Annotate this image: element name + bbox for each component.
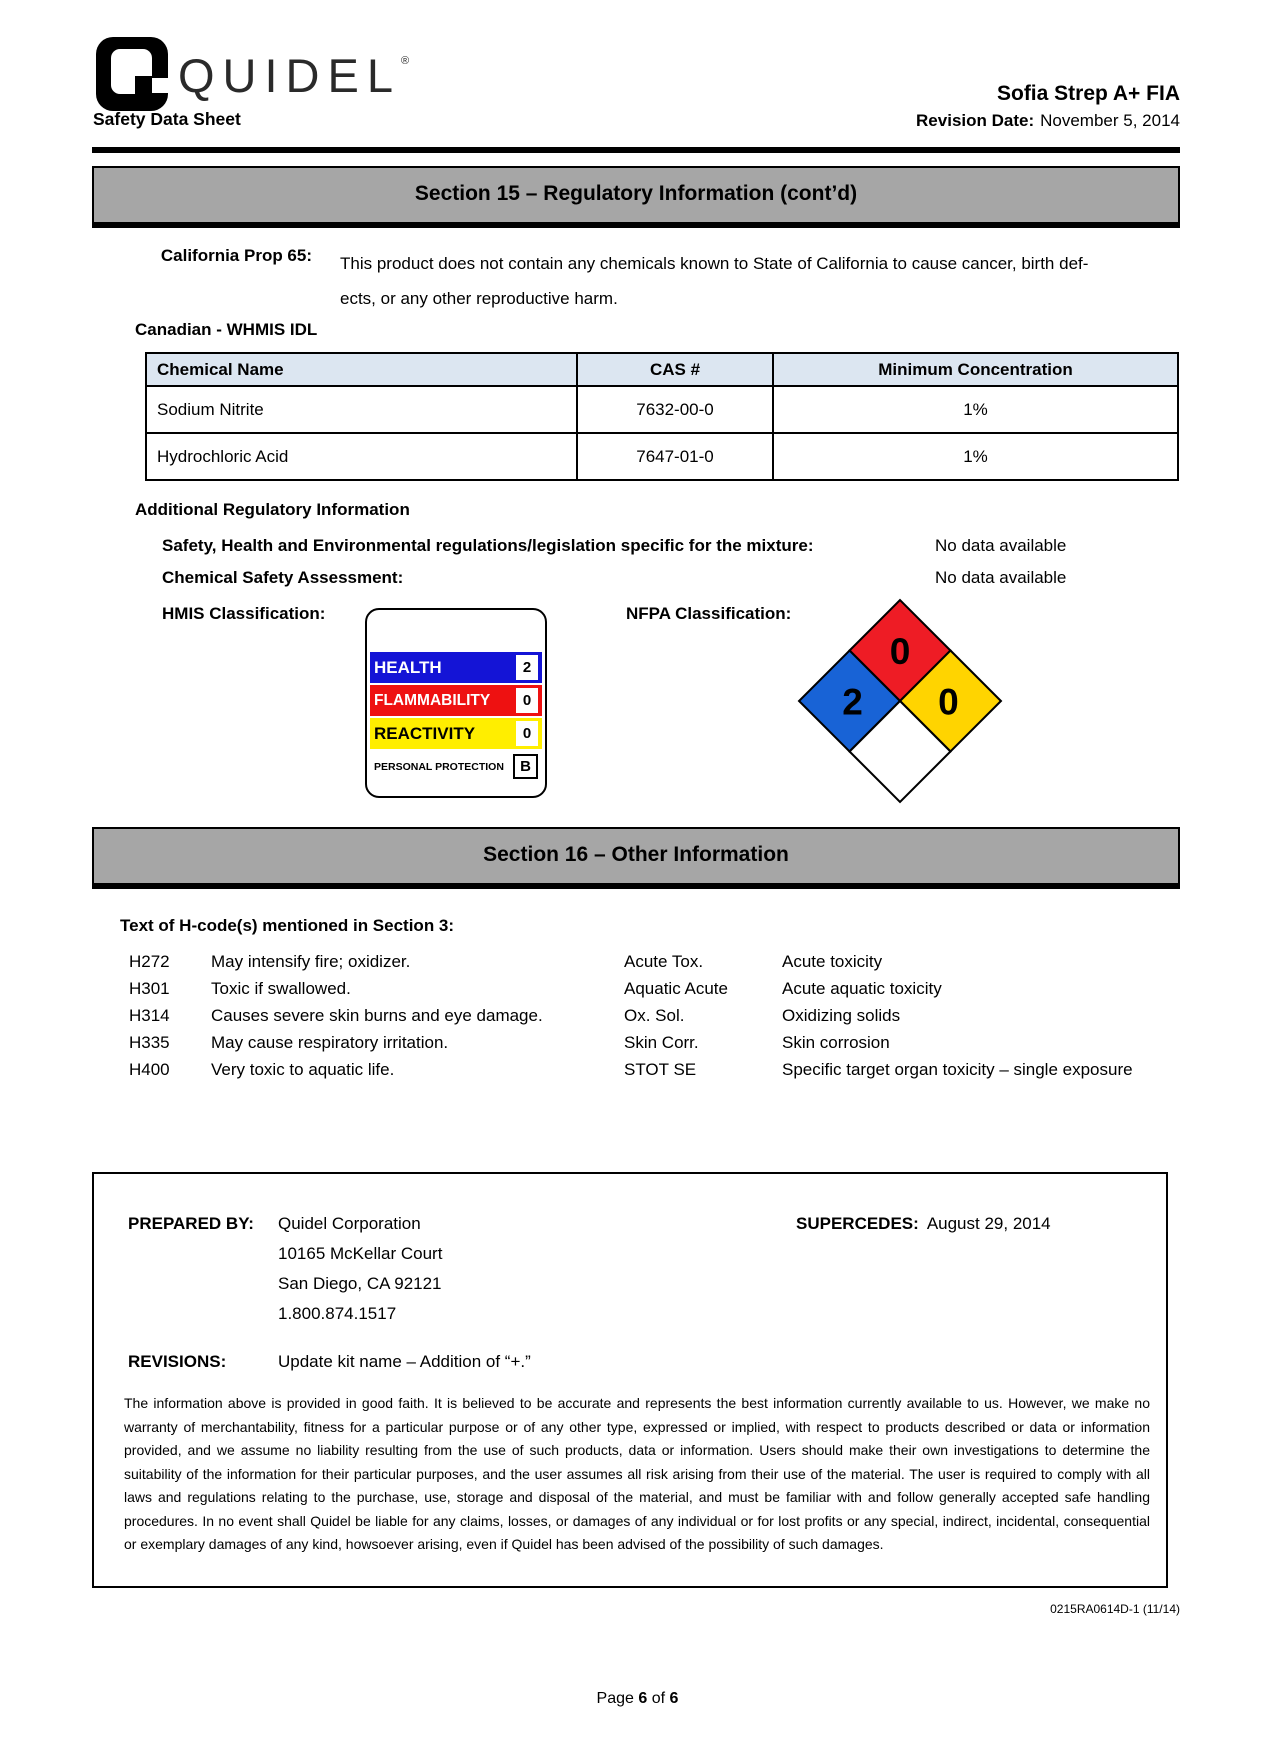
- hcode-text: Very toxic to aquatic life.: [211, 1060, 395, 1079]
- hcode-abbr: Acute Tox.: [624, 952, 704, 971]
- hcode-meaning: Acute toxicity: [782, 952, 883, 971]
- nfpa-diamond: [797, 596, 1003, 806]
- table-row: [146, 433, 1178, 480]
- hmis-reactivity-value: 0: [516, 721, 538, 746]
- brand-text: QUIDEL: [178, 49, 401, 102]
- nfpa-label: NFPA Classification:: [626, 604, 792, 623]
- page-number: 6: [638, 1690, 648, 1707]
- product-title: Sofia Strep A+ FIA: [996, 82, 1180, 105]
- assessment-label: Chemical Safety Assessment:: [162, 568, 404, 587]
- hcodes-list: [129, 952, 1189, 1092]
- hcode-abbr: Aquatic Acute: [624, 979, 728, 998]
- hmis-row-reactivity: [370, 718, 542, 749]
- prop65-text: This product does not contain any chemicals known to State of California to cause cancer, birth def-ects, or any other reproductive harm.: [340, 254, 1089, 308]
- assessment-value: No data available: [935, 568, 1067, 587]
- hcode-meaning: Oxidizing solids: [782, 1006, 901, 1025]
- hcode-text: Causes severe skin burns and eye damage.: [211, 1006, 543, 1025]
- revisions-label: REVISIONS:: [128, 1352, 227, 1371]
- page-label: Page: [596, 1690, 634, 1707]
- phone-number: 1.800.874.1517: [278, 1304, 397, 1323]
- hcode-code: H400: [129, 1060, 170, 1079]
- hmis-panel: [365, 608, 547, 798]
- hcode-meaning: Acute aquatic toxicity: [782, 979, 942, 998]
- hmis-health-label: HEALTH: [374, 657, 442, 677]
- hmis-flammability-value: 0: [516, 688, 538, 713]
- brand-wordmark: [178, 48, 409, 103]
- page-total: 6: [669, 1690, 679, 1707]
- registered-mark: ®: [401, 55, 410, 67]
- revision-line: [916, 111, 1180, 131]
- hcode-code: H335: [129, 1033, 170, 1052]
- cell-conc: 1%: [773, 433, 1178, 480]
- regs-value: No data available: [935, 536, 1067, 555]
- hcode-text: May intensify fire; oxidizer.: [211, 952, 411, 971]
- hcode-meaning: Skin corrosion: [782, 1033, 890, 1052]
- prop65-label: California Prop 65:: [160, 246, 312, 265]
- hcodes-heading: Text of H-code(s) mentioned in Section 3:: [120, 916, 455, 935]
- cell-chemical-name: Sodium Nitrite: [146, 386, 577, 433]
- col-header-chemical-name: Chemical Name: [146, 353, 577, 386]
- revision-date: November 5, 2014: [1040, 111, 1180, 130]
- whmis-header-row: [146, 353, 1178, 386]
- whmis-heading: Canadian - WHMIS IDL: [135, 320, 318, 339]
- prepared-label: PREPARED BY:: [128, 1214, 254, 1233]
- nfpa-flammability-value: 0: [889, 629, 911, 672]
- hmis-label: HMIS Classification:: [162, 604, 326, 623]
- page-footer: [0, 1690, 1275, 1708]
- hcode-abbr: Ox. Sol.: [624, 1006, 685, 1025]
- address-line: 10165 McKellar Court: [278, 1244, 443, 1263]
- regs-label: Safety, Health and Environmental regulations/legislation specific for the mixture:: [162, 536, 814, 555]
- hcode-code: H272: [129, 952, 170, 971]
- hmis-flammability-label: FLAMMABILITY: [374, 691, 491, 709]
- hcode-text: May cause respiratory irritation.: [211, 1033, 449, 1052]
- hmis-pp-label: PERSONAL PROTECTION: [374, 760, 504, 773]
- hcode-abbr: Skin Corr.: [624, 1033, 699, 1052]
- quidel-logo-icon: [95, 36, 169, 112]
- hcode-meaning: Specific target organ toxicity – single exposure: [782, 1060, 1133, 1079]
- header-rule: [92, 147, 1180, 153]
- supercedes-line: [796, 1214, 1051, 1234]
- nfpa-health-value: 2: [842, 680, 863, 723]
- hcode-abbr: STOT SE: [624, 1060, 697, 1079]
- cell-conc: 1%: [773, 386, 1178, 433]
- address-line: San Diego, CA 92121: [278, 1274, 442, 1293]
- hmis-pp-value: B: [513, 754, 538, 779]
- hcode-text: Toxic if swallowed.: [211, 979, 351, 998]
- whmis-table: [145, 352, 1179, 481]
- nfpa-instability-value: 0: [938, 680, 959, 723]
- supercedes-label: SUPERCEDES:: [796, 1214, 919, 1233]
- hmis-health-value: 2: [516, 655, 538, 680]
- revisions-value: Update kit name – Addition of “+.”: [278, 1352, 531, 1371]
- company-name: Quidel Corporation: [278, 1214, 421, 1233]
- table-row: [146, 386, 1178, 433]
- disclaimer-text: The information above is provided in good faith. It is believed to be accurate and represents the best information currently available to us. However, we make no warranty of merchantability, fitness for a particular purpose or of any other type, expressed or implied, with respect to products described or data or information provided, and we assume no liability resulting from the use of such products, data or information. Users should make their own investigations to determine the suitability of the information for their particular purposes, and the user assumes all risk arising from their use of the material. The user is required to comply with all laws and regulations relating to the purchase, use, storage and disposal of the material, and must be familiar with and follow generally accepted safe handling procedures. In no event shall Quidel be liable for any claims, losses, or damages of any individual or for lost profits or any special, indirect, incidental, consequential or exemplary damages of any kind, howsoever arising, even if Quidel has been advised of the possibility of such damages.: [124, 1395, 1150, 1552]
- hmis-row-health: [370, 652, 542, 683]
- cell-cas: 7632-00-0: [577, 386, 773, 433]
- hcode-code: H301: [129, 979, 170, 998]
- col-header-cas: CAS #: [577, 353, 773, 386]
- hmis-row-personal-protection: [370, 751, 542, 782]
- revision-label: Revision Date:: [916, 111, 1035, 130]
- section-15-header: Section 15 – Regulatory Information (cont’d): [92, 166, 1180, 228]
- doc-type: Safety Data Sheet: [93, 109, 241, 129]
- cell-cas: 7647-01-0: [577, 433, 773, 480]
- supercedes-value: August 29, 2014: [926, 1214, 1051, 1233]
- hmis-row-flammability: [370, 685, 542, 716]
- section-16-header: Section 16 – Other Information: [92, 827, 1180, 889]
- page-of: of: [651, 1690, 666, 1707]
- hmis-reactivity-label: REACTIVITY: [374, 723, 476, 743]
- col-header-min-conc: Minimum Concentration: [773, 353, 1178, 386]
- doc-number: 0215RA0614D-1 (11/14): [1050, 1602, 1180, 1616]
- additional-reg-heading: Additional Regulatory Information: [135, 500, 410, 519]
- cell-chemical-name: Hydrochloric Acid: [146, 433, 577, 480]
- hcode-code: H314: [129, 1006, 170, 1025]
